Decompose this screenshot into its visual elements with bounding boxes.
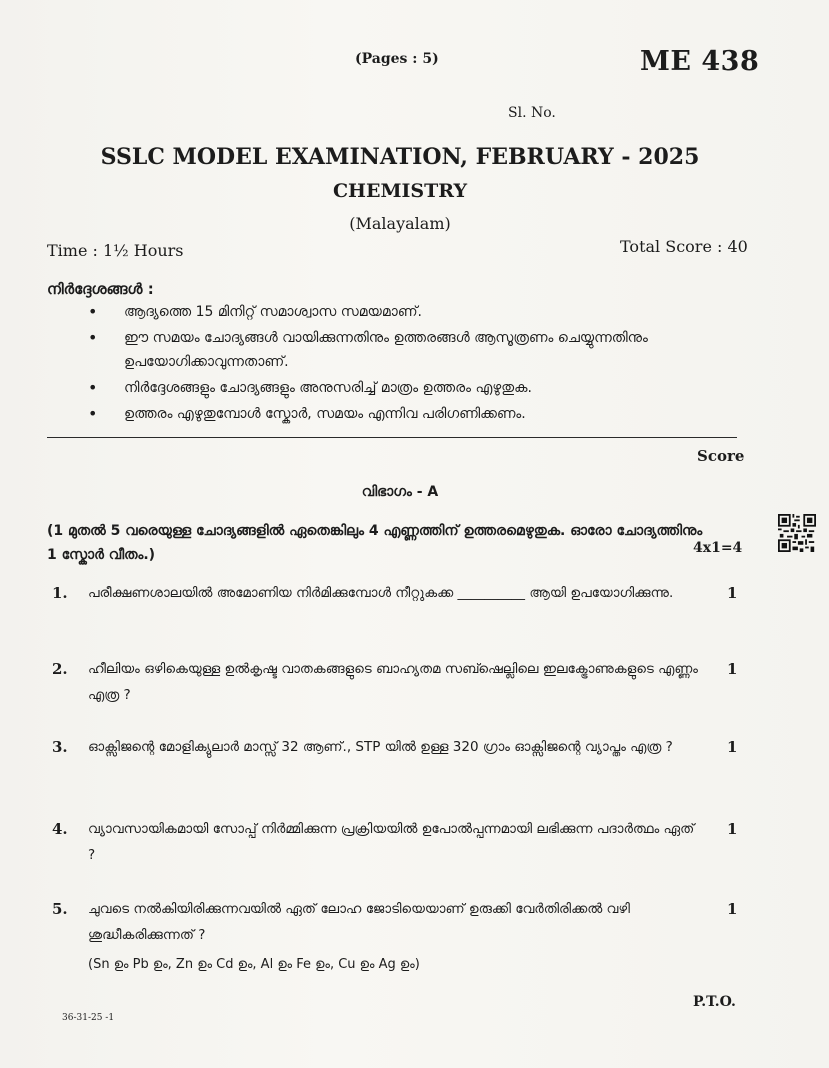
instruction-item: • ഈ സമയം ചോദ്യങ്ങൾ വായിക്കുന്നതിനും ഉത്തരങ്ങൾ ആസൂത്രണം ചെയ്യുന്നതിനും ഉപയോഗിക്കാവുന്നതാണ്. [88,326,708,374]
question-marks: 1 [727,584,738,602]
section-title: വിഭാഗം - A [361,484,439,500]
subject-title: CHEMISTRY [332,180,468,202]
instruction-item: • ആദ്യത്തെ 15 മിനിറ്റ് സമാശ്വാസ സമയമാണ്. [88,300,708,324]
please-turn-over: P.T.O. [693,994,736,1010]
exam-title: SSLC MODEL EXAMINATION, FEBRUARY - 2025 [100,144,700,170]
question-marks: 1 [727,738,738,756]
paper-code: ME 438 [640,46,760,77]
question-text-block [88,896,698,978]
question-text: ഹീലിയം ഒഴികെയുള്ള ഉൽകൃഷ്ട വാതകങ്ങളുടെ ബാഹ്യതമ സബ്ഷെല്ലിലെ ഇലക്ട്രോണുകളുടെ എണ്ണം എത്ര ? [88,661,698,703]
question-text: ഓക്സിജന്റെ മോളിക്യുലാർ മാസ്സ് 32 ആണ്., STP യിൽ ഉള്ള 320 ഗ്രാം ഓക്സിജന്റെ വ്യാപ്തം എത്ര ? [88,739,673,755]
divider [47,437,737,438]
section-instruction: (1 മുതൽ 5 വരെയുള്ള ചോദ്യങ്ങളിൽ ഏതെങ്കിലും 4 എണ്ണത്തിന് ഉത്തരമെഴുതുക. ഓരോ ചോദ്യത്തിനും 1 സ്കോർ വീതം.) [47,523,703,563]
question-text: പരീക്ഷണശാലയിൽ അമോണിയ നിർമിക്കുമ്പോൾ നീറ്റുകക്ക __________ ആയി ഉപയോഗിക്കുന്നു. [88,585,674,601]
section-marks-scheme: 4x1=4 [693,540,743,556]
question-options: (Sn ഉം Pb ഉം, Zn ഉം Cd ഉം, Al ഉം Fe ഉം, Cu ഉം Ag ഉം) [88,957,420,972]
score-column-label: Score [697,447,745,465]
question-marks: 1 [727,900,738,918]
question-number: 2. [52,660,68,678]
qr-code-icon [778,514,816,552]
question-text: ചുവടെ നൽകിയിരിക്കുന്നവയിൽ ഏത് ലോഹ ജോടിയെയാണ് ഉരുക്കി വേർതിരിക്കൽ വഴി ശുദ്ധീകരിക്കുന്നത് ? [88,901,630,943]
question-number: 1. [52,584,68,602]
instruction-item: • നിർദ്ദേശങ്ങളും ചോദ്യങ്ങളും അനുസരിച്ച് മാത്രം ഉത്തരം എഴുതുക. [88,376,708,400]
question-number: 5. [52,900,68,918]
question-number: 4. [52,820,68,838]
question-marks: 1 [727,660,738,678]
question-number: 3. [52,738,68,756]
total-score: Total Score : 40 [620,237,748,256]
print-code: 36-31-25 -1 [62,1013,115,1023]
instructions-list [88,300,708,428]
question-marks: 1 [727,820,738,838]
question-text: വ്യാവസായികമായി സോപ്പ് നിർമ്മിക്കുന്ന പ്രക്രിയയിൽ ഉപോൽപ്പന്നമായി ലഭിക്കുന്ന പദാർത്ഥം ഏത് ? [88,821,695,863]
page-count: (Pages : 5) [355,51,439,67]
time-allowed: Time : 1½ Hours [47,241,184,260]
medium-label: (Malayalam) [349,214,451,233]
serial-number-label: Sl. No. [508,105,556,121]
instruction-item: • ഉത്തരം എഴുതുമ്പോൾ സ്കോർ, സമയം എന്നിവ പരിഗണിക്കണം. [88,402,708,426]
instructions-heading: നിർദ്ദേശങ്ങൾ : [47,280,154,298]
